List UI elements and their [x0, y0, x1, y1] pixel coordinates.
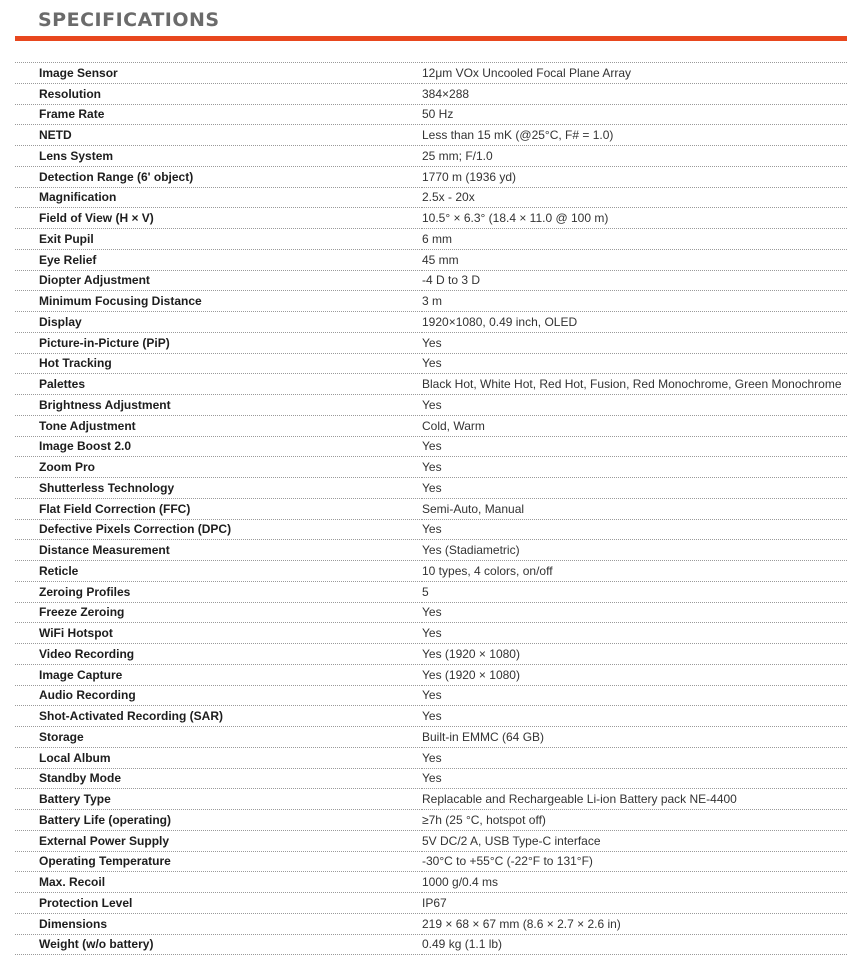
spec-label: Picture-in-Picture (PiP)	[15, 332, 422, 353]
table-row	[15, 934, 847, 955]
spec-value: 25 mm; F/1.0	[422, 146, 847, 167]
specifications-table	[15, 62, 847, 955]
spec-value: Yes (1920 × 1080)	[422, 644, 847, 665]
table-row	[15, 187, 847, 208]
spec-value: -4 D to 3 D	[422, 270, 847, 291]
table-row	[15, 395, 847, 416]
table-row	[15, 602, 847, 623]
spec-label: Audio Recording	[15, 685, 422, 706]
spec-value: 45 mm	[422, 249, 847, 270]
spec-value: 2.5x - 20x	[422, 187, 847, 208]
spec-value: Yes	[422, 436, 847, 457]
spec-label: Distance Measurement	[15, 540, 422, 561]
table-row	[15, 229, 847, 250]
table-row	[15, 353, 847, 374]
spec-value: Yes	[422, 519, 847, 540]
table-row	[15, 436, 847, 457]
page-title: SPECIFICATIONS	[38, 9, 220, 31]
spec-label: Freeze Zeroing	[15, 602, 422, 623]
spec-value: Yes (1920 × 1080)	[422, 664, 847, 685]
spec-value: -30°C to +55°C (-22°F to 131°F)	[422, 851, 847, 872]
spec-value: Less than 15 mK (@25°C, F# = 1.0)	[422, 125, 847, 146]
spec-label: Palettes	[15, 374, 422, 395]
spec-value: Yes (Stadiametric)	[422, 540, 847, 561]
table-row	[15, 104, 847, 125]
spec-label: Resolution	[15, 83, 422, 104]
spec-value: Yes	[422, 768, 847, 789]
spec-label: Weight (w/o battery)	[15, 934, 422, 955]
spec-value: 0.49 kg (1.1 lb)	[422, 934, 847, 955]
spec-label: Tone Adjustment	[15, 415, 422, 436]
spec-label: Protection Level	[15, 893, 422, 914]
spec-value: Yes	[422, 478, 847, 499]
spec-label: Image Capture	[15, 664, 422, 685]
table-row	[15, 312, 847, 333]
table-row	[15, 561, 847, 582]
spec-label: Brightness Adjustment	[15, 395, 422, 416]
table-row	[15, 747, 847, 768]
table-row	[15, 727, 847, 748]
spec-label: Battery Life (operating)	[15, 810, 422, 831]
spec-label: Eye Relief	[15, 249, 422, 270]
spec-label: Diopter Adjustment	[15, 270, 422, 291]
spec-label: Detection Range (6' object)	[15, 166, 422, 187]
spec-label: Storage	[15, 727, 422, 748]
table-row	[15, 768, 847, 789]
spec-label: Zoom Pro	[15, 457, 422, 478]
spec-value: 5V DC/2 A, USB Type-C interface	[422, 830, 847, 851]
spec-label: Hot Tracking	[15, 353, 422, 374]
spec-label: Lens System	[15, 146, 422, 167]
table-row	[15, 125, 847, 146]
table-row	[15, 789, 847, 810]
table-row	[15, 83, 847, 104]
table-row	[15, 63, 847, 84]
spec-value: Yes	[422, 457, 847, 478]
spec-label: Battery Type	[15, 789, 422, 810]
spec-value: ≥7h (25 °C, hotspot off)	[422, 810, 847, 831]
table-row	[15, 249, 847, 270]
spec-label: Magnification	[15, 187, 422, 208]
specifications-table-body	[15, 63, 847, 955]
table-row	[15, 623, 847, 644]
table-row	[15, 893, 847, 914]
table-row	[15, 208, 847, 229]
table-row	[15, 166, 847, 187]
table-row	[15, 478, 847, 499]
spec-value: 1920×1080, 0.49 inch, OLED	[422, 312, 847, 333]
spec-label: Shot-Activated Recording (SAR)	[15, 706, 422, 727]
table-row	[15, 519, 847, 540]
table-row	[15, 291, 847, 312]
table-row	[15, 540, 847, 561]
spec-value: Yes	[422, 602, 847, 623]
spec-value: Yes	[422, 332, 847, 353]
table-row	[15, 415, 847, 436]
table-row	[15, 851, 847, 872]
spec-label: Image Sensor	[15, 63, 422, 84]
table-row	[15, 913, 847, 934]
spec-value: IP67	[422, 893, 847, 914]
spec-label: Operating Temperature	[15, 851, 422, 872]
spec-value: Yes	[422, 353, 847, 374]
spec-value: Yes	[422, 395, 847, 416]
table-row	[15, 270, 847, 291]
spec-value: 384×288	[422, 83, 847, 104]
title-underline-divider	[15, 36, 847, 41]
table-row	[15, 498, 847, 519]
table-row	[15, 581, 847, 602]
table-row	[15, 644, 847, 665]
spec-value: 50 Hz	[422, 104, 847, 125]
spec-label: Local Album	[15, 747, 422, 768]
spec-label: Display	[15, 312, 422, 333]
spec-value: Black Hot, White Hot, Red Hot, Fusion, Red Monochrome, Green Monochrome	[422, 374, 847, 395]
spec-value: Yes	[422, 747, 847, 768]
spec-value: 10 types, 4 colors, on/off	[422, 561, 847, 582]
spec-value: 10.5° × 6.3° (18.4 × 11.0 @ 100 m)	[422, 208, 847, 229]
spec-label: Video Recording	[15, 644, 422, 665]
spec-value: 5	[422, 581, 847, 602]
spec-value: Replacable and Rechargeable Li-ion Battery pack NE-4400	[422, 789, 847, 810]
table-row	[15, 664, 847, 685]
table-row	[15, 685, 847, 706]
spec-label: Image Boost 2.0	[15, 436, 422, 457]
spec-value: 1770 m (1936 yd)	[422, 166, 847, 187]
spec-value: Built-in EMMC (64 GB)	[422, 727, 847, 748]
spec-value: 1000 g/0.4 ms	[422, 872, 847, 893]
spec-label: Frame Rate	[15, 104, 422, 125]
table-row	[15, 457, 847, 478]
spec-label: Minimum Focusing Distance	[15, 291, 422, 312]
spec-value: Yes	[422, 685, 847, 706]
table-row	[15, 332, 847, 353]
spec-label: Exit Pupil	[15, 229, 422, 250]
spec-label: NETD	[15, 125, 422, 146]
spec-label: Dimensions	[15, 913, 422, 934]
spec-value: 219 × 68 × 67 mm (8.6 × 2.7 × 2.6 in)	[422, 913, 847, 934]
spec-value: 12μm VOx Uncooled Focal Plane Array	[422, 63, 847, 84]
spec-label: Zeroing Profiles	[15, 581, 422, 602]
spec-label: Flat Field Correction (FFC)	[15, 498, 422, 519]
spec-value: Yes	[422, 623, 847, 644]
table-row	[15, 872, 847, 893]
table-row	[15, 830, 847, 851]
spec-label: Standby Mode	[15, 768, 422, 789]
spec-label: External Power Supply	[15, 830, 422, 851]
table-row	[15, 146, 847, 167]
table-row	[15, 706, 847, 727]
spec-value: Cold, Warm	[422, 415, 847, 436]
spec-label: Shutterless Technology	[15, 478, 422, 499]
spec-value: 3 m	[422, 291, 847, 312]
spec-label: WiFi Hotspot	[15, 623, 422, 644]
spec-label: Max. Recoil	[15, 872, 422, 893]
spec-label: Reticle	[15, 561, 422, 582]
table-row	[15, 374, 847, 395]
spec-value: Semi-Auto, Manual	[422, 498, 847, 519]
spec-value: Yes	[422, 706, 847, 727]
spec-label: Field of View (H × V)	[15, 208, 422, 229]
spec-label: Defective Pixels Correction (DPC)	[15, 519, 422, 540]
table-row	[15, 810, 847, 831]
spec-value: 6 mm	[422, 229, 847, 250]
